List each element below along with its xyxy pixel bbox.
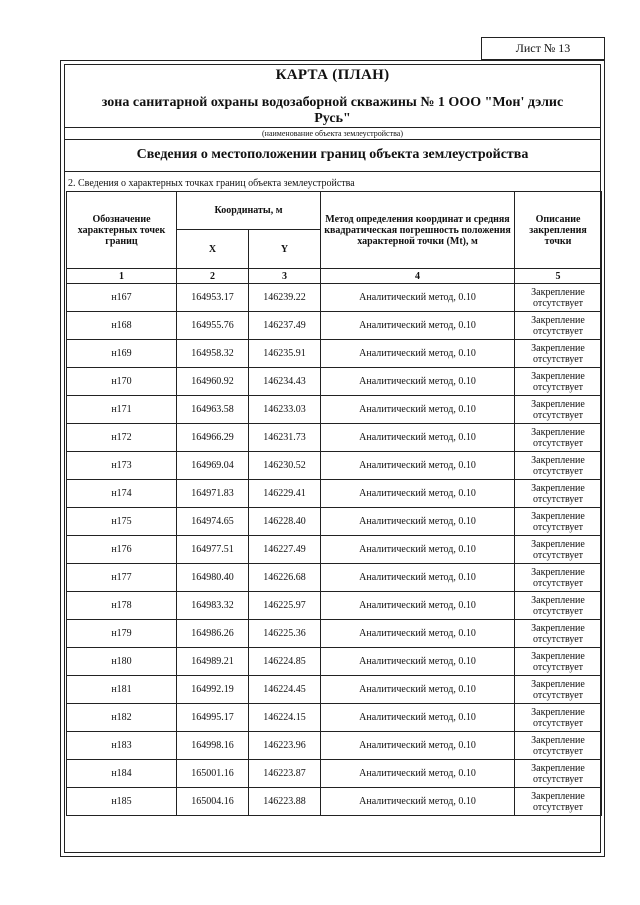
separator-line <box>65 139 600 140</box>
table-row <box>67 396 602 424</box>
coordinate-y: 146223.87 <box>249 760 321 788</box>
point-name: н169 <box>67 340 177 368</box>
header-x: X <box>177 230 249 269</box>
column-number: 2 <box>177 269 249 284</box>
description-cell <box>515 340 602 368</box>
table-row <box>67 732 602 760</box>
method-cell: Аналитический метод, 0.10 <box>321 592 515 620</box>
method-cell: Аналитический метод, 0.10 <box>321 424 515 452</box>
table-row <box>67 368 602 396</box>
document-frame <box>60 60 605 857</box>
description-text: отсутствует <box>533 605 584 617</box>
description-text: отсутствует <box>533 465 584 477</box>
point-name: н177 <box>67 564 177 592</box>
coordinate-x: 164953.17 <box>177 284 249 312</box>
document-inner-frame <box>64 64 601 853</box>
description-text: отсутствует <box>533 437 584 449</box>
description-text: Закрепление <box>531 426 585 438</box>
point-name: н180 <box>67 648 177 676</box>
point-name: н184 <box>67 760 177 788</box>
subsection-heading: 2. Сведения о характерных точках границ объекта землеустройства <box>68 178 355 189</box>
coordinate-x: 164995.17 <box>177 704 249 732</box>
coordinate-y: 146234.43 <box>249 368 321 396</box>
description-text: отсутствует <box>533 661 584 673</box>
coordinate-x: 164966.29 <box>177 424 249 452</box>
coordinate-y: 146226.68 <box>249 564 321 592</box>
description-text: Закрепление <box>531 286 585 298</box>
coordinate-x: 164958.32 <box>177 340 249 368</box>
column-number: 5 <box>515 269 602 284</box>
description-text: Закрепление <box>531 482 585 494</box>
description-text: Закрепление <box>531 650 585 662</box>
description-cell <box>515 312 602 340</box>
coordinate-x: 164977.51 <box>177 536 249 564</box>
coordinate-y: 146239.22 <box>249 284 321 312</box>
description-text: Закрепление <box>531 342 585 354</box>
sheet-number: Лист № 13 <box>481 37 605 60</box>
coordinate-x: 164963.58 <box>177 396 249 424</box>
description-cell <box>515 284 602 312</box>
method-cell: Аналитический метод, 0.10 <box>321 396 515 424</box>
description-text: отсутствует <box>533 549 584 561</box>
separator-line <box>65 171 600 172</box>
map-title: КАРТА (ПЛАН) <box>275 67 390 83</box>
description-cell <box>515 704 602 732</box>
table-row <box>67 536 602 564</box>
coordinate-y: 146227.49 <box>249 536 321 564</box>
coordinate-x: 165004.16 <box>177 788 249 816</box>
method-cell: Аналитический метод, 0.10 <box>321 648 515 676</box>
table-row <box>67 452 602 480</box>
method-cell: Аналитический метод, 0.10 <box>321 340 515 368</box>
coordinate-x: 164980.40 <box>177 564 249 592</box>
coordinate-x: 164989.21 <box>177 648 249 676</box>
header-designation: Обозначение характерных точек границ <box>67 192 177 269</box>
description-text: отсутствует <box>533 745 584 757</box>
description-text: отсутствует <box>533 381 584 393</box>
method-cell: Аналитический метод, 0.10 <box>321 788 515 816</box>
description-cell <box>515 564 602 592</box>
point-name: н179 <box>67 620 177 648</box>
coordinate-y: 146237.49 <box>249 312 321 340</box>
coordinates-table <box>66 191 602 816</box>
method-cell: Аналитический метод, 0.10 <box>321 312 515 340</box>
description-text: Закрепление <box>531 398 585 410</box>
description-text: отсутствует <box>533 689 584 701</box>
coordinate-y: 146224.45 <box>249 676 321 704</box>
header-coordinates: Координаты, м <box>177 192 321 230</box>
description-cell <box>515 676 602 704</box>
table-row <box>67 480 602 508</box>
table-row <box>67 676 602 704</box>
header-description: Описание закрепления точки <box>515 192 602 269</box>
coordinate-y: 146231.73 <box>249 424 321 452</box>
column-number: 3 <box>249 269 321 284</box>
map-subtitle: зона санитарной охраны водозаборной скважины № 1 ООО "Мон' дэлис Русь" <box>101 95 564 126</box>
coordinate-x: 164971.83 <box>177 480 249 508</box>
header-method: Метод определения координат и средняя квадратическая погрешность положения характерной точки (Mt), м <box>321 192 515 269</box>
coordinate-x: 164998.16 <box>177 732 249 760</box>
point-name: н176 <box>67 536 177 564</box>
method-cell: Аналитический метод, 0.10 <box>321 620 515 648</box>
method-cell: Аналитический метод, 0.10 <box>321 284 515 312</box>
point-name: н181 <box>67 676 177 704</box>
coordinate-y: 146229.41 <box>249 480 321 508</box>
table-row <box>67 424 602 452</box>
description-text: Закрепление <box>531 706 585 718</box>
point-name: н170 <box>67 368 177 396</box>
description-text: отсутствует <box>533 325 584 337</box>
table-row <box>67 312 602 340</box>
point-name: н182 <box>67 704 177 732</box>
method-cell: Аналитический метод, 0.10 <box>321 564 515 592</box>
description-text: Закрепление <box>531 538 585 550</box>
coordinate-y: 146228.40 <box>249 508 321 536</box>
method-cell: Аналитический метод, 0.10 <box>321 676 515 704</box>
coordinate-y: 146224.15 <box>249 704 321 732</box>
table-row <box>67 760 602 788</box>
coordinate-y: 146225.36 <box>249 620 321 648</box>
description-cell <box>515 536 602 564</box>
description-cell <box>515 424 602 452</box>
column-number: 4 <box>321 269 515 284</box>
description-text: отсутствует <box>533 773 584 785</box>
table-row <box>67 508 602 536</box>
description-text: отсутствует <box>533 353 584 365</box>
description-cell <box>515 396 602 424</box>
description-text: Закрепление <box>531 622 585 634</box>
header-y: Y <box>249 230 321 269</box>
method-cell: Аналитический метод, 0.10 <box>321 732 515 760</box>
method-cell: Аналитический метод, 0.10 <box>321 760 515 788</box>
table-row <box>67 284 602 312</box>
description-cell <box>515 480 602 508</box>
description-cell <box>515 452 602 480</box>
description-text: Закрепление <box>531 510 585 522</box>
description-text: отсутствует <box>533 577 584 589</box>
coordinate-y: 146233.03 <box>249 396 321 424</box>
description-text: отсутствует <box>533 633 584 645</box>
description-cell <box>515 508 602 536</box>
point-name: н183 <box>67 732 177 760</box>
description-text: Закрепление <box>531 734 585 746</box>
coordinate-y: 146225.97 <box>249 592 321 620</box>
table-row <box>67 788 602 816</box>
point-name: н178 <box>67 592 177 620</box>
description-text: отсутствует <box>533 801 584 813</box>
point-name: н174 <box>67 480 177 508</box>
description-cell <box>515 368 602 396</box>
coordinate-x: 164969.04 <box>177 452 249 480</box>
coordinate-x: 164983.32 <box>177 592 249 620</box>
description-text: отсутствует <box>533 297 584 309</box>
table-body <box>67 284 602 816</box>
coordinate-x: 165001.16 <box>177 760 249 788</box>
description-cell <box>515 760 602 788</box>
table-row <box>67 620 602 648</box>
description-cell <box>515 620 602 648</box>
object-name-note: (наименование объекта землеустройства) <box>65 127 600 138</box>
method-cell: Аналитический метод, 0.10 <box>321 536 515 564</box>
description-text: Закрепление <box>531 762 585 774</box>
coordinate-y: 146230.52 <box>249 452 321 480</box>
method-cell: Аналитический метод, 0.10 <box>321 704 515 732</box>
description-cell <box>515 788 602 816</box>
coordinate-x: 164992.19 <box>177 676 249 704</box>
description-cell <box>515 592 602 620</box>
coordinate-y: 146224.85 <box>249 648 321 676</box>
method-cell: Аналитический метод, 0.10 <box>321 508 515 536</box>
description-text: отсутствует <box>533 717 584 729</box>
section-heading: Сведения о местоположении границ объекта землеустройства <box>136 147 529 162</box>
description-text: отсутствует <box>533 409 584 421</box>
point-name: н167 <box>67 284 177 312</box>
description-text: отсутствует <box>533 521 584 533</box>
column-number: 1 <box>67 269 177 284</box>
point-name: н185 <box>67 788 177 816</box>
description-text: Закрепление <box>531 566 585 578</box>
description-text: Закрепление <box>531 370 585 382</box>
description-text: отсутствует <box>533 493 584 505</box>
table-row <box>67 648 602 676</box>
description-text: Закрепление <box>531 678 585 690</box>
coordinate-x: 164960.92 <box>177 368 249 396</box>
coordinate-x: 164974.65 <box>177 508 249 536</box>
point-name: н168 <box>67 312 177 340</box>
description-cell <box>515 732 602 760</box>
description-text: Закрепление <box>531 790 585 802</box>
description-cell <box>515 648 602 676</box>
method-cell: Аналитический метод, 0.10 <box>321 480 515 508</box>
table-row <box>67 564 602 592</box>
coordinate-x: 164986.26 <box>177 620 249 648</box>
coordinate-y: 146223.88 <box>249 788 321 816</box>
coordinate-y: 146235.91 <box>249 340 321 368</box>
point-name: н175 <box>67 508 177 536</box>
coordinate-x: 164955.76 <box>177 312 249 340</box>
description-text: Закрепление <box>531 314 585 326</box>
description-text: Закрепление <box>531 594 585 606</box>
method-cell: Аналитический метод, 0.10 <box>321 452 515 480</box>
point-name: н173 <box>67 452 177 480</box>
table-row <box>67 704 602 732</box>
table-row <box>67 592 602 620</box>
point-name: н171 <box>67 396 177 424</box>
description-text: Закрепление <box>531 454 585 466</box>
method-cell: Аналитический метод, 0.10 <box>321 368 515 396</box>
coordinate-y: 146223.96 <box>249 732 321 760</box>
point-name: н172 <box>67 424 177 452</box>
table-row <box>67 340 602 368</box>
